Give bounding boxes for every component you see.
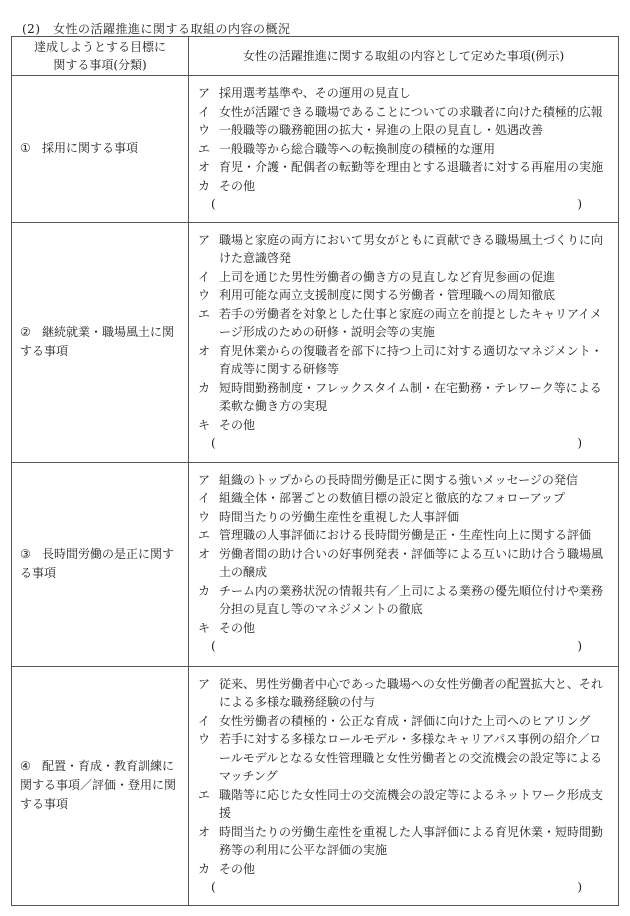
list-item	[189, 342, 612, 379]
item-key: カ	[197, 380, 210, 395]
item-key: ア	[197, 232, 210, 247]
paren-close: )	[577, 880, 582, 894]
category-cell	[12, 76, 189, 223]
category-cell	[12, 222, 189, 462]
item-text: 管理職の人事評価における長時間労働是正・生産性向上に関する評価	[219, 528, 592, 542]
item-text: 採用選考基準や、その運用の見直し	[219, 86, 411, 100]
measures-cell	[189, 76, 619, 223]
item-text: その他	[219, 178, 256, 193]
other-blank-field	[189, 195, 612, 214]
table-header-row	[12, 37, 619, 76]
item-key: エ	[197, 306, 210, 321]
item-key: ウ	[197, 123, 210, 137]
header-goal-line1: 達成しようとする目標に	[33, 40, 166, 54]
item-key: ア	[197, 86, 210, 100]
paren-close: )	[577, 639, 582, 653]
list-item	[189, 730, 612, 786]
item-key: キ	[197, 417, 210, 432]
paren-open: (	[211, 436, 216, 450]
header-goal-category	[12, 37, 189, 76]
item-text: 時間当たりの労働生産性を重視した人事評価	[219, 509, 460, 524]
item-key: キ	[197, 620, 210, 635]
list-item	[189, 786, 612, 823]
item-text: 若手に対する多様なロールモデル・多様なキャリアパス事例の紹介／ロールモデルとなる女性管理職と女性労働者との交流機会の設定等によるマッチング	[219, 732, 603, 783]
header-measures: 女性の活躍推進に関する取組の内容として定めた事項(例示)	[189, 37, 619, 76]
list-item	[189, 379, 612, 416]
paren-close: )	[577, 197, 582, 211]
item-key: イ	[197, 104, 210, 119]
list-item	[189, 84, 612, 103]
list-item	[189, 471, 612, 490]
category-label: 採用に関する事項	[42, 141, 139, 156]
item-text: 組織のトップからの長時間労働是正に関する強いメッセージの発信	[219, 472, 578, 487]
item-text: チーム内の業務状況の情報共有／上司による業務の優先順位付けや業務分担の見直し等のマネジメントの徹底	[219, 583, 604, 616]
measures-table	[11, 36, 619, 906]
list-item	[189, 231, 612, 268]
item-key: カ	[197, 583, 210, 598]
item-key: イ	[197, 713, 210, 728]
paren-open: (	[211, 880, 216, 894]
list-item	[189, 305, 612, 342]
list-item	[189, 177, 612, 196]
table-row	[12, 76, 619, 223]
measures-cell	[189, 462, 619, 666]
item-text: 育児・介護・配偶者の転勤等を理由とする退職者に対する再雇用の実施	[219, 160, 604, 174]
list-item	[189, 619, 612, 638]
list-item	[189, 140, 612, 159]
list-item	[189, 268, 612, 287]
item-key: イ	[197, 269, 210, 284]
item-text: 利用可能な両立支援制度に関する労働者・管理職への周知徹底	[219, 288, 556, 302]
list-item	[189, 526, 612, 545]
table-row	[12, 222, 619, 462]
item-text: 一般職等から総合職等への転換制度の積極的な運用	[219, 141, 496, 156]
item-key: オ	[197, 160, 210, 174]
list-item	[189, 286, 612, 305]
item-text: その他	[219, 620, 256, 635]
category-number: ②	[20, 325, 31, 339]
list-item	[189, 712, 612, 731]
other-blank-field	[189, 434, 612, 453]
item-key: カ	[197, 178, 210, 193]
other-blank-field	[189, 878, 612, 897]
category-label: 配置・育成・教育訓練に関する事項／評価・登用に関する事項	[20, 759, 177, 811]
item-key: ウ	[197, 732, 210, 746]
category-label: 長時間労働の是正に関する事項	[20, 547, 175, 580]
list-item	[189, 158, 612, 177]
item-text: 短時間勤務制度・フレックスタイム制・在宅勤務・テレワーク等による柔軟な働き方の実現	[219, 380, 602, 413]
item-key: エ	[197, 141, 210, 156]
item-key: オ	[197, 343, 210, 358]
list-item	[189, 545, 612, 582]
item-text: 若手の労働者を対象とした仕事と家庭の両立を前提としたキャリアイメージ形成のための研修・説明会等の実施	[219, 306, 602, 339]
category-number: ④	[20, 759, 31, 773]
table-row	[12, 462, 619, 666]
paren-close: )	[577, 436, 582, 450]
item-key: ア	[197, 472, 210, 487]
category-cell	[12, 666, 189, 905]
list-item	[189, 823, 612, 860]
category-label: 継続就業・職場風土に関する事項	[20, 325, 175, 358]
item-text: 職階等に応じた女性同士の交流機会の設定等によるネットワーク形成支援	[219, 787, 604, 820]
list-item	[189, 582, 612, 619]
category-number: ①	[20, 141, 31, 156]
section-title: (2) 女性の活躍推進に関する取組の内容の概況	[22, 22, 291, 36]
item-text: 女性労働者の積極的・公正な育成・評価に向けた上司へのヒアリング	[219, 713, 591, 728]
item-key: オ	[197, 824, 210, 839]
item-key: オ	[197, 546, 210, 561]
list-item	[189, 121, 612, 140]
item-text: その他	[219, 861, 256, 876]
list-item	[189, 416, 612, 435]
item-text: 時間当たりの労働生産性を重視した人事評価による育児休業・短時間勤務等の利用に公平な評価の実施	[219, 824, 604, 857]
item-key: カ	[197, 861, 210, 876]
list-item	[189, 508, 612, 527]
item-text: 組織全体・部署ごとの数値目標の設定と徹底的なフォローアップ	[219, 491, 565, 505]
item-text: 労働者間の助け合いの好事例発表・評価等による互いに助け合う職場風土の醸成	[219, 546, 604, 579]
item-text: 女性が活躍できる職場であることについての求職者に向けた積極的広報	[219, 104, 603, 119]
paren-open: (	[211, 197, 216, 211]
list-item	[189, 860, 612, 879]
category-cell	[12, 462, 189, 666]
header-goal-line2: 関する事項(分類)	[53, 58, 147, 72]
list-item	[189, 675, 612, 712]
item-key: エ	[197, 787, 210, 802]
list-item	[189, 489, 612, 508]
item-text: 育児休業からの復職者を部下に持つ上司に対する適切なマネジメント・育成等に関する研修等	[219, 343, 603, 376]
item-text: 職場と家庭の両方において男女がともに貢献できる職場風土づくりに向けた意識啓発	[219, 232, 604, 265]
paren-open: (	[211, 639, 216, 653]
table-row	[12, 666, 619, 905]
item-text: 従来、男性労働者中心であった職場への女性労働者の配置拡大と、それによる多様な職務経験の付与	[219, 676, 603, 709]
item-text: その他	[219, 417, 256, 432]
other-blank-field	[189, 637, 612, 656]
item-key: イ	[197, 491, 210, 505]
item-key: ア	[197, 676, 210, 691]
item-key: ウ	[197, 288, 210, 302]
category-number: ③	[20, 547, 31, 561]
measures-cell	[189, 666, 619, 905]
measures-cell	[189, 222, 619, 462]
item-key: ウ	[197, 509, 210, 524]
item-text: 上司を通じた男性労働者の働き方の見直しなど育児参画の促進	[219, 269, 556, 284]
item-key: エ	[197, 528, 210, 542]
list-item	[189, 103, 612, 122]
item-text: 一般職等の職務範囲の拡大・昇進の上限の見直し・処遇改善	[219, 123, 544, 137]
